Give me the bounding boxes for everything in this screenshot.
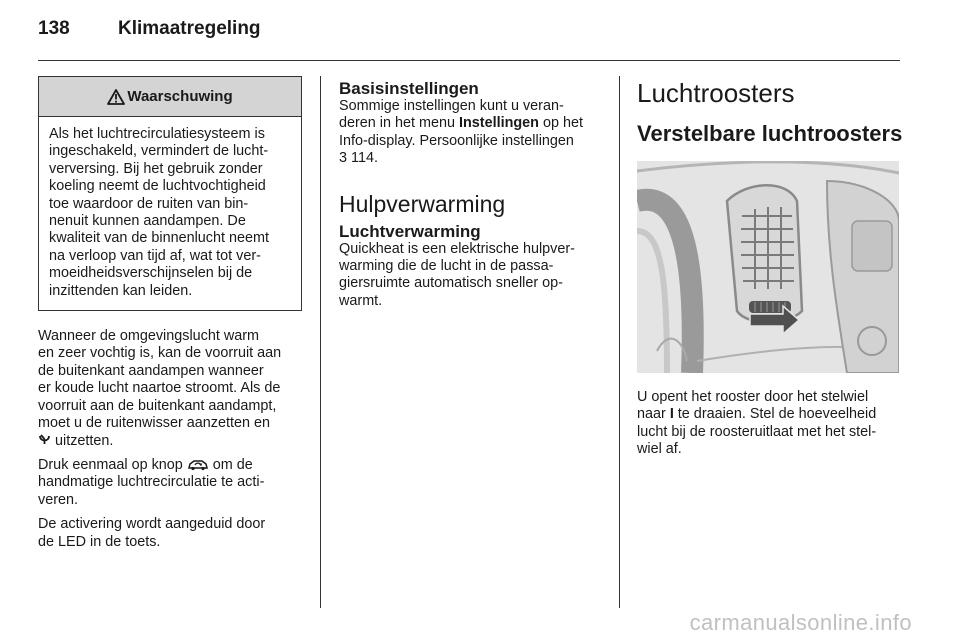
paragraph-condensation xyxy=(38,328,304,450)
warning-line: ingeschakeld, vermindert de lucht- xyxy=(49,143,269,160)
heading-luchtroosters: Luchtroosters xyxy=(637,78,795,108)
text-line: De activering wordt aangeduid door xyxy=(38,516,266,533)
heading-hulpverwarming: Hulpverwarming xyxy=(339,190,506,217)
warning-line: na verloop van tijd af, wat tot ver- xyxy=(49,247,261,264)
text-line: handmatige luchtrecirculatie te acti- xyxy=(38,474,265,491)
text-line: lucht bij de roosteruitlaat met het stel- xyxy=(637,423,877,440)
paragraph-recirculation xyxy=(38,457,304,509)
text-line xyxy=(339,115,605,132)
text-line xyxy=(38,433,304,450)
paragraph-luchtroosters xyxy=(637,389,903,459)
column-1 xyxy=(38,76,304,558)
warning-triangle-icon xyxy=(107,89,125,105)
text-line: Info-display. Persoonlijke instellingen xyxy=(339,132,574,149)
text-line: de LED in de toets. xyxy=(38,533,161,550)
paragraph-basisinstellingen xyxy=(339,98,605,168)
text-line xyxy=(38,457,304,474)
text-line xyxy=(637,406,903,423)
column-divider xyxy=(619,76,620,608)
text-line: de buitenkant aandampen wanneer xyxy=(38,362,264,379)
warning-line: Als het luchtrecirculatiesysteem is xyxy=(49,126,265,142)
text-line: moet u de ruitenwisser aanzetten en xyxy=(38,415,270,432)
text-line: warmt. xyxy=(339,292,383,309)
warning-heading xyxy=(39,77,301,117)
text-line: veren. xyxy=(38,491,78,508)
warning-box xyxy=(38,76,302,311)
text-fragment: te draaien. Stel de hoeveelheid xyxy=(673,406,877,423)
warning-line: toe waardoor de ruiten van bin- xyxy=(49,195,249,212)
text-line: U opent het rooster door het stelwiel xyxy=(637,389,869,405)
text-line: er koude lucht naartoe stroomt. Als de xyxy=(38,380,281,397)
air-vent-image xyxy=(637,161,899,373)
watermark: carmanualsonline.info xyxy=(689,610,912,635)
heading-luchtverwarming: Luchtverwarming xyxy=(339,221,481,241)
recirculation-car-icon xyxy=(187,458,209,471)
warning-line: nenuit kunnen aandampen. De xyxy=(49,213,246,230)
warning-heading-text: Waarschuwing xyxy=(127,87,233,105)
text-line: en zeer vochtig is, kan de voorruit aan xyxy=(38,345,282,362)
text-line xyxy=(339,150,605,167)
page-reference-arrow: 3 xyxy=(339,150,348,167)
text-fragment: op het xyxy=(538,115,583,132)
text-line: giersruimte automatisch sneller op- xyxy=(339,275,563,292)
warning-line: inzittenden kan leiden. xyxy=(49,282,193,299)
air-vent-illustration xyxy=(637,161,899,373)
menu-name: Instellingen xyxy=(459,115,539,132)
column-divider xyxy=(320,76,321,608)
text-fragment: deren in het menu xyxy=(339,115,460,132)
paragraph-luchtverwarming xyxy=(339,241,605,311)
text-line: Quickheat is een elektrische hulpver- xyxy=(339,240,575,257)
column-2 xyxy=(339,76,605,310)
warning-line: verversing. Bij het gebruik zonder xyxy=(49,160,263,177)
warning-line: kwaliteit van de binnenlucht neemt xyxy=(49,230,269,247)
open-position-symbol: I xyxy=(669,406,674,423)
text-line: wiel af. xyxy=(637,441,682,458)
page-reference: 114. xyxy=(347,150,378,167)
text-fragment: om de xyxy=(208,456,253,473)
text-fragment: naar xyxy=(637,406,670,423)
text-line: warming die de lucht in de passa- xyxy=(339,258,554,275)
page-number: 138 xyxy=(38,18,70,39)
warning-line: koeling neemt de luchtvochtigheid xyxy=(49,178,266,195)
warning-line: moeidheidsverschijnselen bij de xyxy=(49,265,253,282)
warning-text xyxy=(39,117,301,310)
text-fragment: Druk eenmaal op knop xyxy=(38,456,187,473)
paragraph-led xyxy=(38,516,304,551)
text-line: Wanneer de omgevingslucht warm xyxy=(38,328,260,345)
heading-basisinstellingen: Basisinstellingen xyxy=(339,79,479,98)
header-divider xyxy=(38,60,900,61)
page-title: Klimaatregeling xyxy=(118,18,261,39)
page-header xyxy=(38,18,261,48)
text-line: Sommige instellingen kunt u veran- xyxy=(339,98,564,114)
column-3 xyxy=(637,76,903,459)
text-line: voorruit aan de buitenkant aandampt, xyxy=(38,397,277,414)
heading-verstelbare-luchtroosters: Verstelbare luchtroosters xyxy=(637,121,903,146)
text-fragment: uitzetten. xyxy=(51,432,114,449)
wiper-icon xyxy=(38,434,51,446)
